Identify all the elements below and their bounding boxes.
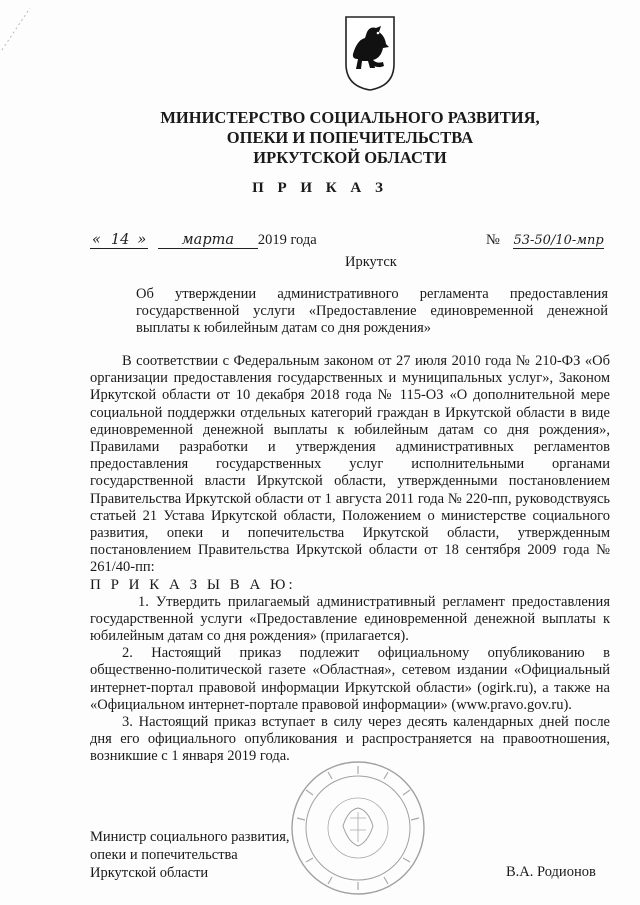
date-day: 14 bbox=[110, 232, 130, 248]
document-type-title: П Р И К А З bbox=[252, 180, 388, 196]
number-value: 53-50/10-мпр bbox=[513, 233, 604, 248]
document-subject: Об утверждении административного регламента предоставления государственной услуги «Предоставление единовременной денежной выплаты к юбилейным датам со дня рождения» bbox=[136, 286, 608, 336]
document-number bbox=[486, 232, 604, 249]
signer-name: В.А. Родионов bbox=[506, 864, 596, 880]
document-city: Иркутск bbox=[345, 254, 397, 270]
official-seal bbox=[288, 758, 428, 898]
signer-title-line-2: опеки и попечительства bbox=[90, 847, 238, 863]
date-day-field bbox=[90, 232, 148, 249]
signature-block bbox=[90, 828, 290, 882]
date-month-text: марта bbox=[181, 232, 234, 248]
signer-title-line-3: Иркутской области bbox=[90, 865, 209, 881]
ministry-header bbox=[150, 108, 550, 168]
document-date bbox=[90, 232, 317, 249]
order-heading: П Р И К А З Ы В А Ю: bbox=[90, 576, 296, 593]
number-label: № bbox=[486, 232, 500, 248]
order-item-3: 3. Настоящий приказ вступает в силу через десять календарных дней после дня его официального опубликования и распространяется на правоотношения, возникшие с 1 января 2019 года. bbox=[90, 714, 610, 765]
ministry-name-line-2: ОПЕКИ И ПОПЕЧИТЕЛЬСТВА bbox=[226, 128, 474, 147]
document-body bbox=[90, 353, 610, 766]
ministry-name-line-1: МИНИСТЕРСТВО СОЦИАЛЬНОГО РАЗВИТИЯ, bbox=[160, 108, 540, 127]
date-day-open-quote: « bbox=[92, 232, 101, 248]
date-month bbox=[158, 232, 258, 249]
preamble-paragraph: В соответствии с Федеральным законом от 27 июля 2010 года № 210-ФЗ «Об организации предоставления государственных и муниципальных услуг», Законом Иркутской области от 10 декабря 2018 года № 115-ОЗ «О дополнительной мере социальной поддержки отдельных категорий граждан в Иркутской области в виде единовременной денежной выплаты к юбилейным датам со дня рождения», Правилами разработки и утверждения административных регламентов предоставления государственных услуг исполнительными органами государственной власти Иркутской области, утвержденными постановлением Правительства Иркутской области от 1 августа 2011 года № 220-пп, руководствуясь статьей 21 Устава Иркутской области, Положением о министерстве социального развития, опеки и попечительства Иркутской области, утвержденным постановлением Правительства Иркутской области от 18 сентября 2009 года № 261/40-пп: bbox=[90, 353, 610, 576]
order-item-2: 2. Настоящий приказ подлежит официальному опубликованию в общественно-политической газете «Областная», сетевом издании «Официальный интернет-портал правовой информации Иркутской области» (ogirk.ru), а также на «Официальном интернет-портале правовой информации» (www.pravo.gov.ru). bbox=[90, 645, 610, 713]
scan-mark bbox=[0, 0, 40, 60]
coat-of-arms-emblem bbox=[343, 14, 397, 92]
signer-title-line-1: Министр социального развития, bbox=[90, 829, 290, 845]
date-day-close-quote: » bbox=[137, 232, 147, 248]
ministry-name-line-3: ИРКУТСКОЙ ОБЛАСТИ bbox=[253, 148, 447, 167]
order-item-1: 1. Утвердить прилагаемый административный регламент предоставления государственной услуги «Предоставление единовременной денежной выплаты к юбилейным датам со дня рождения» (прилагается). bbox=[90, 593, 610, 645]
date-year: 2019 года bbox=[257, 232, 317, 248]
